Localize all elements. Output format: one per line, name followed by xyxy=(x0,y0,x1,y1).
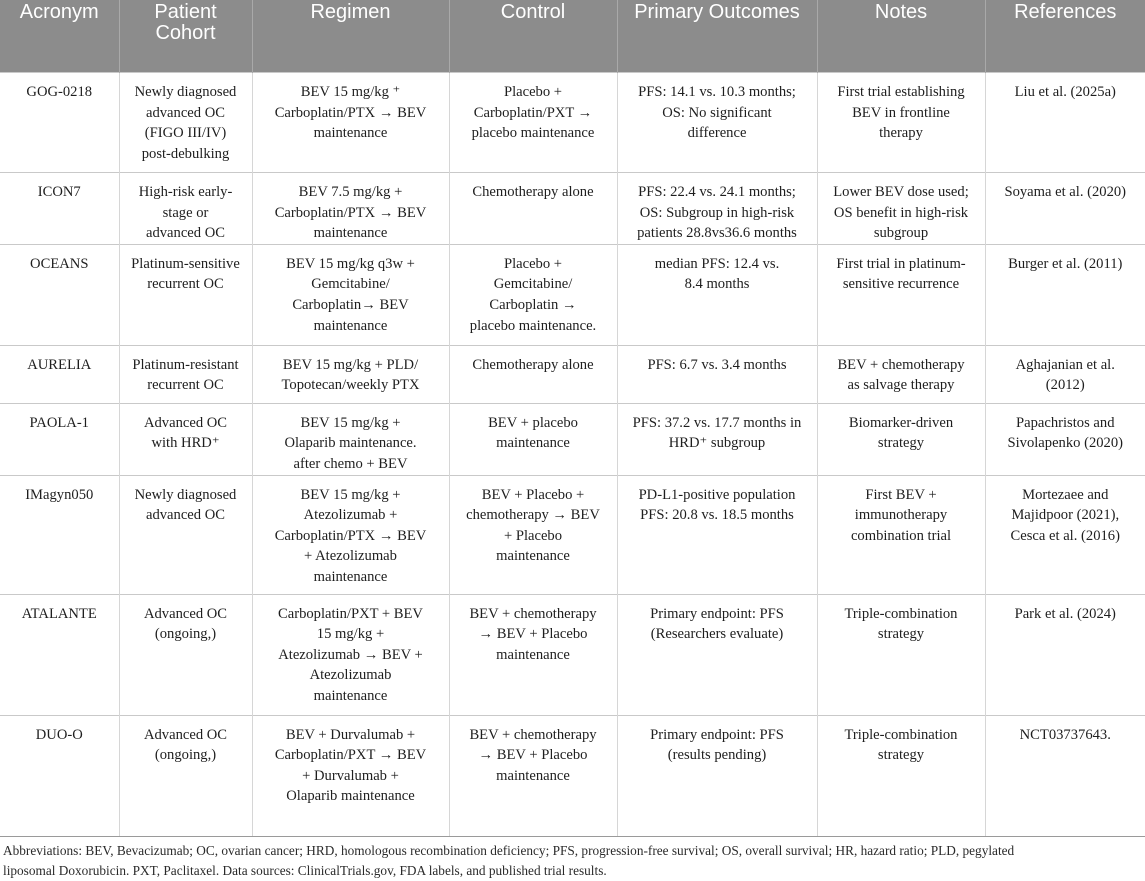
cell-notes: First trial establishing BEV in frontline therapy xyxy=(817,73,985,173)
header-acronym: Acronym xyxy=(0,0,119,73)
cell-notes: Triple-combination strategy xyxy=(817,715,985,836)
cell-regimen: BEV + Durvalumab + Carboplatin/PXT → BEV + Durvalumab + Olaparib maintenance xyxy=(252,715,449,836)
cell-notes: Biomarker-driven strategy xyxy=(817,403,985,475)
cell-acronym: IMagyn050 xyxy=(0,475,119,594)
cell-control: BEV + chemotherapy → BEV + Placebo maintenance xyxy=(449,715,617,836)
cell-control: Placebo + Carboplatin/PXT → placebo maintenance xyxy=(449,73,617,173)
cell-acronym: AURELIA xyxy=(0,345,119,403)
cell-references: Liu et al. (2025a) xyxy=(985,73,1145,173)
cell-cohort: Platinum-resistant recurrent OC xyxy=(119,345,252,403)
cell-acronym: GOG-0218 xyxy=(0,73,119,173)
cell-regimen: Carboplatin/PXT + BEV 15 mg/kg + Atezolizumab → BEV + Atezolizumab maintenance xyxy=(252,594,449,715)
header-regimen: Regimen xyxy=(252,0,449,73)
cell-control: BEV + Placebo + chemotherapy → BEV + Placebo maintenance xyxy=(449,475,617,594)
cell-cohort: Platinum-sensitive recurrent OC xyxy=(119,244,252,345)
cell-references: Aghajanian et al. (2012) xyxy=(985,345,1145,403)
cell-cohort: Newly diagnosed advanced OC (FIGO III/IV) post-debulking xyxy=(119,73,252,173)
cell-regimen: BEV 7.5 mg/kg + Carboplatin/PTX → BEV maintenance xyxy=(252,173,449,245)
cell-outcomes: Primary endpoint: PFS (results pending) xyxy=(617,715,817,836)
cell-references: Burger et al. (2011) xyxy=(985,244,1145,345)
table-row xyxy=(0,73,1145,173)
cell-acronym: ICON7 xyxy=(0,173,119,245)
cell-acronym: ATALANTE xyxy=(0,594,119,715)
cell-cohort: Advanced OC (ongoing,) xyxy=(119,715,252,836)
table-row xyxy=(0,173,1145,245)
cell-notes: First trial in platinum- sensitive recurrence xyxy=(817,244,985,345)
cell-acronym: PAOLA-1 xyxy=(0,403,119,475)
cell-outcomes: PFS: 14.1 vs. 10.3 months; OS: No significant difference xyxy=(617,73,817,173)
cell-acronym: DUO-O xyxy=(0,715,119,836)
cell-cohort: Advanced OC (ongoing,) xyxy=(119,594,252,715)
header-control: Control xyxy=(449,0,617,73)
header-references: References xyxy=(985,0,1145,73)
cell-regimen: BEV 15 mg/kg + Atezolizumab + Carboplatin/PTX → BEV + Atezolizumab maintenance xyxy=(252,475,449,594)
cell-cohort: High-risk early- stage or advanced OC xyxy=(119,173,252,245)
cell-outcomes: PFS: 22.4 vs. 24.1 months; OS: Subgroup in high-risk patients 28.8vs36.6 months xyxy=(617,173,817,245)
table-footnote: Abbreviations: BEV, Bevacizumab; OC, ovarian cancer; HRD, homologous recombination deficiency; PFS, progression-free survival; OS, overall survival; HR, hazard ratio; PLD, pegylated liposomal Doxorubicin. PXT, Paclitaxel. Data sources: ClinicalTrials.gov, FDA labels, and published trial results. xyxy=(3,843,1015,878)
table-row xyxy=(0,475,1145,594)
cell-references: Park et al. (2024) xyxy=(985,594,1145,715)
cell-notes: First BEV + immunotherapy combination trial xyxy=(817,475,985,594)
cell-control: Chemotherapy alone xyxy=(449,173,617,245)
cell-regimen: BEV 15 mg/kg + Olaparib maintenance. after chemo + BEV xyxy=(252,403,449,475)
cell-notes: Lower BEV dose used; OS benefit in high-risk subgroup xyxy=(817,173,985,245)
cell-control: Chemotherapy alone xyxy=(449,345,617,403)
cell-notes: BEV + chemotherapy as salvage therapy xyxy=(817,345,985,403)
cell-outcomes: PFS: 6.7 vs. 3.4 months xyxy=(617,345,817,403)
header-notes: Notes xyxy=(817,0,985,73)
cell-control: BEV + placebo maintenance xyxy=(449,403,617,475)
cell-references: Papachristos and Sivolapenko (2020) xyxy=(985,403,1145,475)
cell-regimen: BEV 15 mg/kg ⁺ Carboplatin/PTX → BEV maintenance xyxy=(252,73,449,173)
cell-references: Soyama et al. (2020) xyxy=(985,173,1145,245)
cell-acronym: OCEANS xyxy=(0,244,119,345)
cell-references: NCT03737643. xyxy=(985,715,1145,836)
table-row xyxy=(0,715,1145,836)
cell-regimen: BEV 15 mg/kg q3w + Gemcitabine/ Carboplatin→ BEV maintenance xyxy=(252,244,449,345)
cell-control: Placebo + Gemcitabine/ Carboplatin → placebo maintenance. xyxy=(449,244,617,345)
cell-control: BEV + chemotherapy → BEV + Placebo maintenance xyxy=(449,594,617,715)
cell-notes: Triple-combination strategy xyxy=(817,594,985,715)
header-row xyxy=(0,0,1145,73)
table-row xyxy=(0,403,1145,475)
cell-cohort: Advanced OC with HRD⁺ xyxy=(119,403,252,475)
cell-outcomes: PD-L1-positive population PFS: 20.8 vs. 18.5 months xyxy=(617,475,817,594)
cell-outcomes: Primary endpoint: PFS (Researchers evaluate) xyxy=(617,594,817,715)
cell-references: Mortezaee and Majidpoor (2021), Cesca et al. (2016) xyxy=(985,475,1145,594)
header-primary-outcomes: Primary Outcomes xyxy=(617,0,817,73)
cell-outcomes: median PFS: 12.4 vs. 8.4 months xyxy=(617,244,817,345)
cell-regimen: BEV 15 mg/kg + PLD/ Topotecan/weekly PTX xyxy=(252,345,449,403)
table-row xyxy=(0,594,1145,715)
header-patient-cohort: Patient Cohort xyxy=(119,0,252,73)
table-row xyxy=(0,244,1145,345)
cell-cohort: Newly diagnosed advanced OC xyxy=(119,475,252,594)
table-row xyxy=(0,345,1145,403)
cell-outcomes: PFS: 37.2 vs. 17.7 months in HRD⁺ subgroup xyxy=(617,403,817,475)
